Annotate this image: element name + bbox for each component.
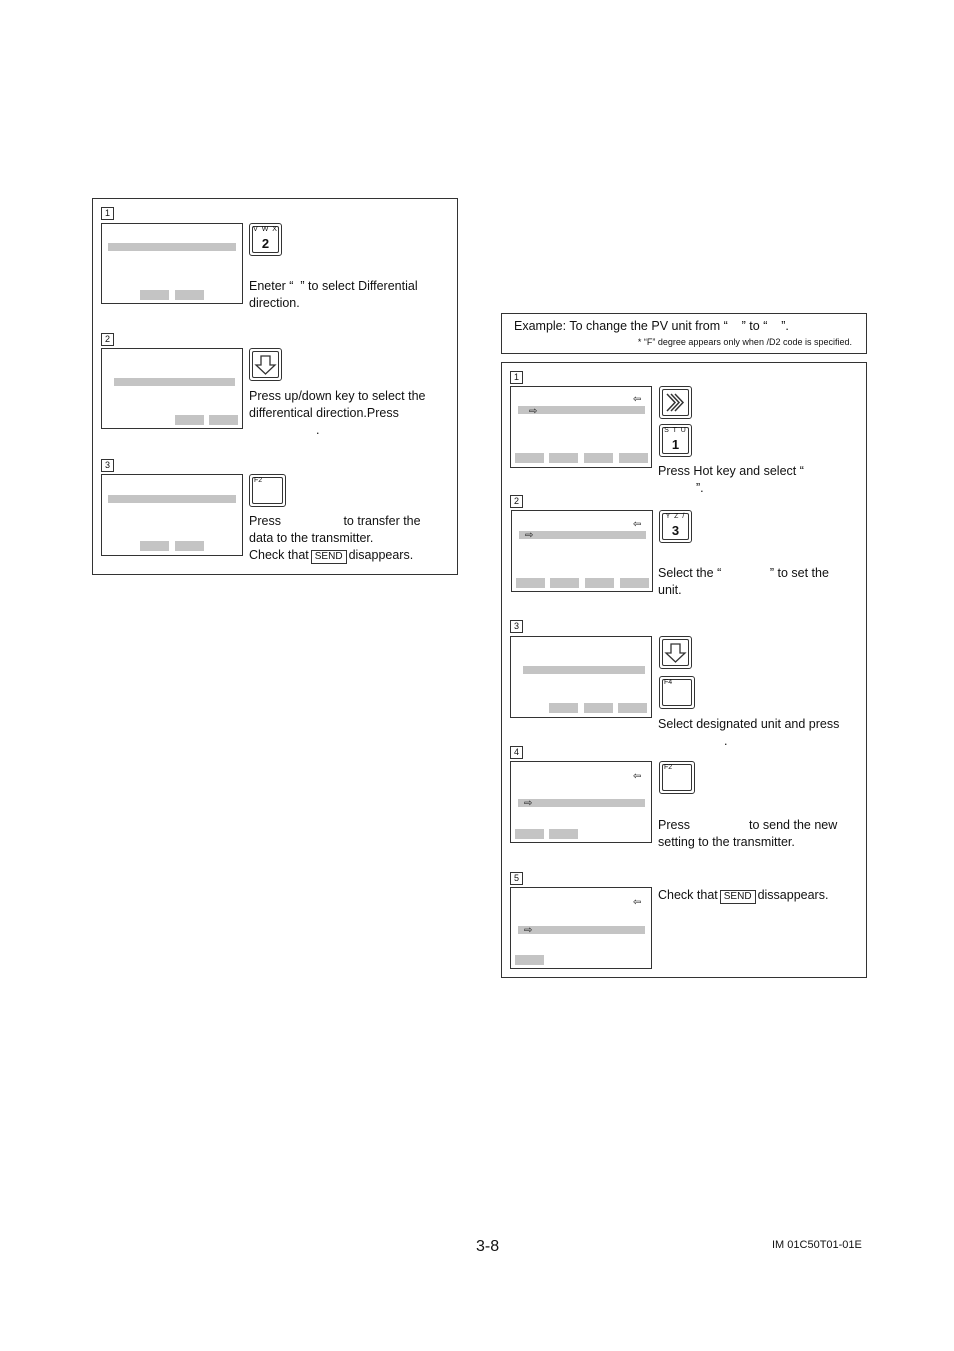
page-number: 3-8	[476, 1238, 500, 1255]
highlight-bar	[518, 926, 645, 934]
function-key-label	[549, 829, 578, 839]
down-arrow-key	[249, 348, 282, 381]
step-instruction: Press up/down key to select the differentical direction.Press .	[249, 389, 426, 437]
back-arrow-icon: ⇦	[633, 519, 642, 530]
function-key-label	[618, 703, 647, 713]
cursor-arrow-icon: ⇨	[524, 798, 533, 809]
function-key-label	[140, 290, 169, 300]
highlight-bar	[108, 243, 236, 251]
numeric-key-1	[659, 424, 692, 457]
function-key-label	[549, 453, 578, 463]
step-instruction: Select the “ ” to set the unit.	[658, 566, 829, 597]
example-box	[501, 313, 867, 354]
cursor-arrow-icon: ⇨	[525, 530, 534, 541]
step-instruction: Eneter “ ” to select Differential direction.	[249, 279, 418, 310]
document-id: IM 01C50T01-01E	[772, 1239, 862, 1251]
function-key-label	[515, 829, 544, 839]
highlight-bar	[114, 378, 235, 386]
highlight-bar	[523, 666, 645, 674]
key-letters: S T U	[664, 427, 687, 434]
function-key-label	[175, 415, 204, 425]
step-instruction: Check that SEND dissappears.	[658, 888, 829, 902]
cursor-arrow-icon: ⇨	[529, 406, 538, 417]
key-digit: 2	[261, 236, 270, 251]
f4-key	[659, 676, 695, 709]
lcd-screen	[510, 386, 652, 468]
back-arrow-icon: ⇦	[633, 771, 642, 782]
numeric-key-3	[659, 510, 692, 543]
highlight-bar	[519, 531, 646, 539]
step-number: 4	[510, 746, 523, 759]
highlight-bar	[108, 495, 236, 503]
lcd-screen	[510, 761, 652, 843]
example-text: Example: To change the PV unit from “ ” to “ ”.	[514, 319, 789, 333]
lcd-screen	[101, 348, 243, 429]
lcd-screen	[510, 636, 652, 718]
hot-key	[659, 386, 692, 419]
step-number: 5	[510, 872, 523, 885]
function-key-label	[515, 453, 544, 463]
lcd-screen	[101, 223, 243, 304]
back-arrow-icon: ⇦	[633, 394, 642, 405]
down-arrow-icon	[249, 348, 282, 381]
hot-key-icon	[659, 386, 692, 419]
function-key-label	[175, 290, 204, 300]
key-label: F4	[664, 679, 673, 686]
f2-key	[249, 474, 286, 507]
step-number: 3	[101, 459, 114, 472]
step-instruction: Press to transfer the data to the transmitter. Check that SEND disappears.	[249, 514, 421, 562]
key-label: F2	[664, 764, 673, 771]
step-instruction: Select designated unit and press .	[658, 717, 840, 748]
step-instruction: Press to send the new setting to the transmitter.	[658, 818, 838, 849]
key-digit: 3	[671, 523, 680, 538]
example-note: * “F” degree appears only when /D2 code is specified.	[637, 337, 852, 347]
key-label: F2	[254, 477, 263, 484]
function-key-label	[584, 453, 613, 463]
function-key-label	[620, 578, 649, 588]
cursor-arrow-icon: ⇨	[524, 925, 533, 936]
step-number: 3	[510, 620, 523, 633]
function-key-label	[550, 578, 579, 588]
function-key-label	[516, 578, 545, 588]
step-instruction: Press Hot key and select “ ”.	[658, 464, 804, 495]
step-number: 2	[510, 495, 523, 508]
function-key-label	[619, 453, 648, 463]
function-key-label	[584, 703, 613, 713]
step-number: 2	[101, 333, 114, 346]
function-key-label	[209, 415, 238, 425]
function-key-label	[175, 541, 204, 551]
f2-key	[659, 761, 695, 794]
highlight-bar	[518, 799, 645, 807]
key-letters: V W X	[253, 226, 278, 233]
function-key-label	[140, 541, 169, 551]
function-key-label	[585, 578, 614, 588]
function-key-label	[515, 955, 544, 965]
step-number: 1	[510, 371, 523, 384]
lcd-screen	[510, 887, 652, 969]
down-arrow-key	[659, 636, 692, 669]
key-digit: 1	[671, 437, 680, 452]
lcd-screen	[511, 510, 653, 592]
send-indicator: SEND	[720, 890, 756, 904]
step-number: 1	[101, 207, 114, 220]
lcd-screen	[101, 474, 243, 556]
down-arrow-icon	[659, 636, 692, 669]
send-indicator: SEND	[311, 550, 347, 564]
function-key-label	[549, 703, 578, 713]
back-arrow-icon: ⇦	[633, 897, 642, 908]
numeric-key-2	[249, 223, 282, 256]
key-letters: Y Z /	[665, 513, 686, 520]
